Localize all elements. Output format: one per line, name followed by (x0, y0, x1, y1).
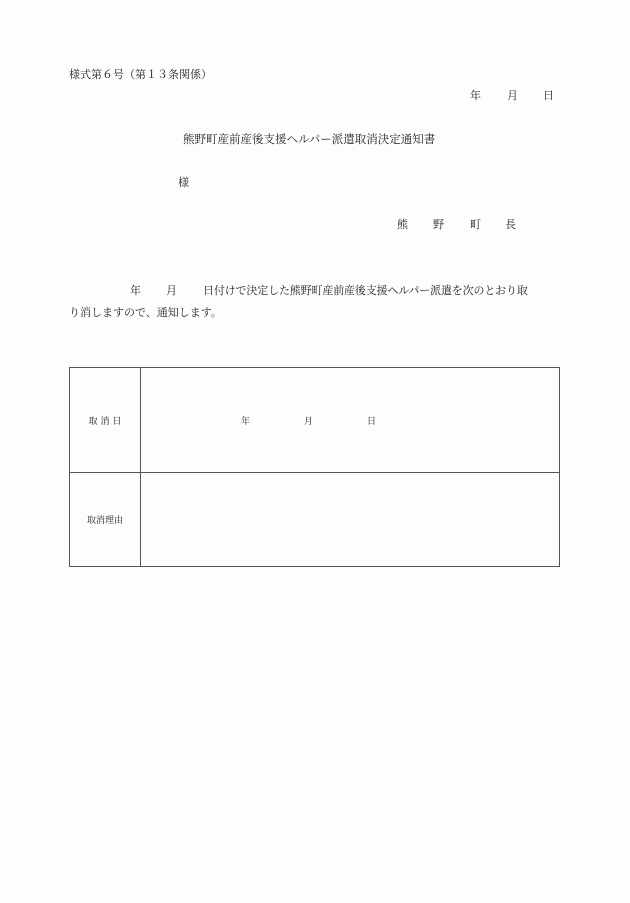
cancel-date-label: 取 消 日 (70, 368, 141, 473)
issuer-char: 野 (433, 218, 444, 231)
date-year: 年 (470, 89, 481, 102)
cancel-reason-label: 取消理由 (70, 473, 141, 567)
issuer-char: 熊 (397, 218, 408, 231)
issuer-char: 町 (470, 218, 481, 231)
document-title: 熊野町産前産後支援ヘルパー派遣取消決定通知書 (183, 132, 436, 146)
table-row-cancel-date (70, 368, 560, 473)
body-year: 年 (130, 284, 141, 297)
body-line1: 日付けで決定した熊野町産前産後支援ヘルパー派遣を次のとおり取 (203, 284, 528, 297)
cancel-reason-value (141, 473, 560, 567)
cancellation-table (69, 367, 560, 567)
body-month: 月 (166, 284, 177, 297)
date-month: 月 (507, 89, 518, 102)
issuer-char: 長 (505, 218, 516, 231)
cancel-year: 年 (241, 416, 251, 427)
cancel-date-value (141, 368, 560, 473)
recipient-suffix: 様 (178, 176, 189, 189)
cancel-month: 月 (304, 416, 314, 427)
table-row-cancel-reason (70, 473, 560, 567)
cancel-day: 日 (367, 416, 377, 427)
date-day: 日 (543, 89, 554, 102)
form-number: 様式第６号（第１３条関係） (69, 68, 212, 81)
body-line2: り消しますので、通知します。 (69, 306, 222, 319)
